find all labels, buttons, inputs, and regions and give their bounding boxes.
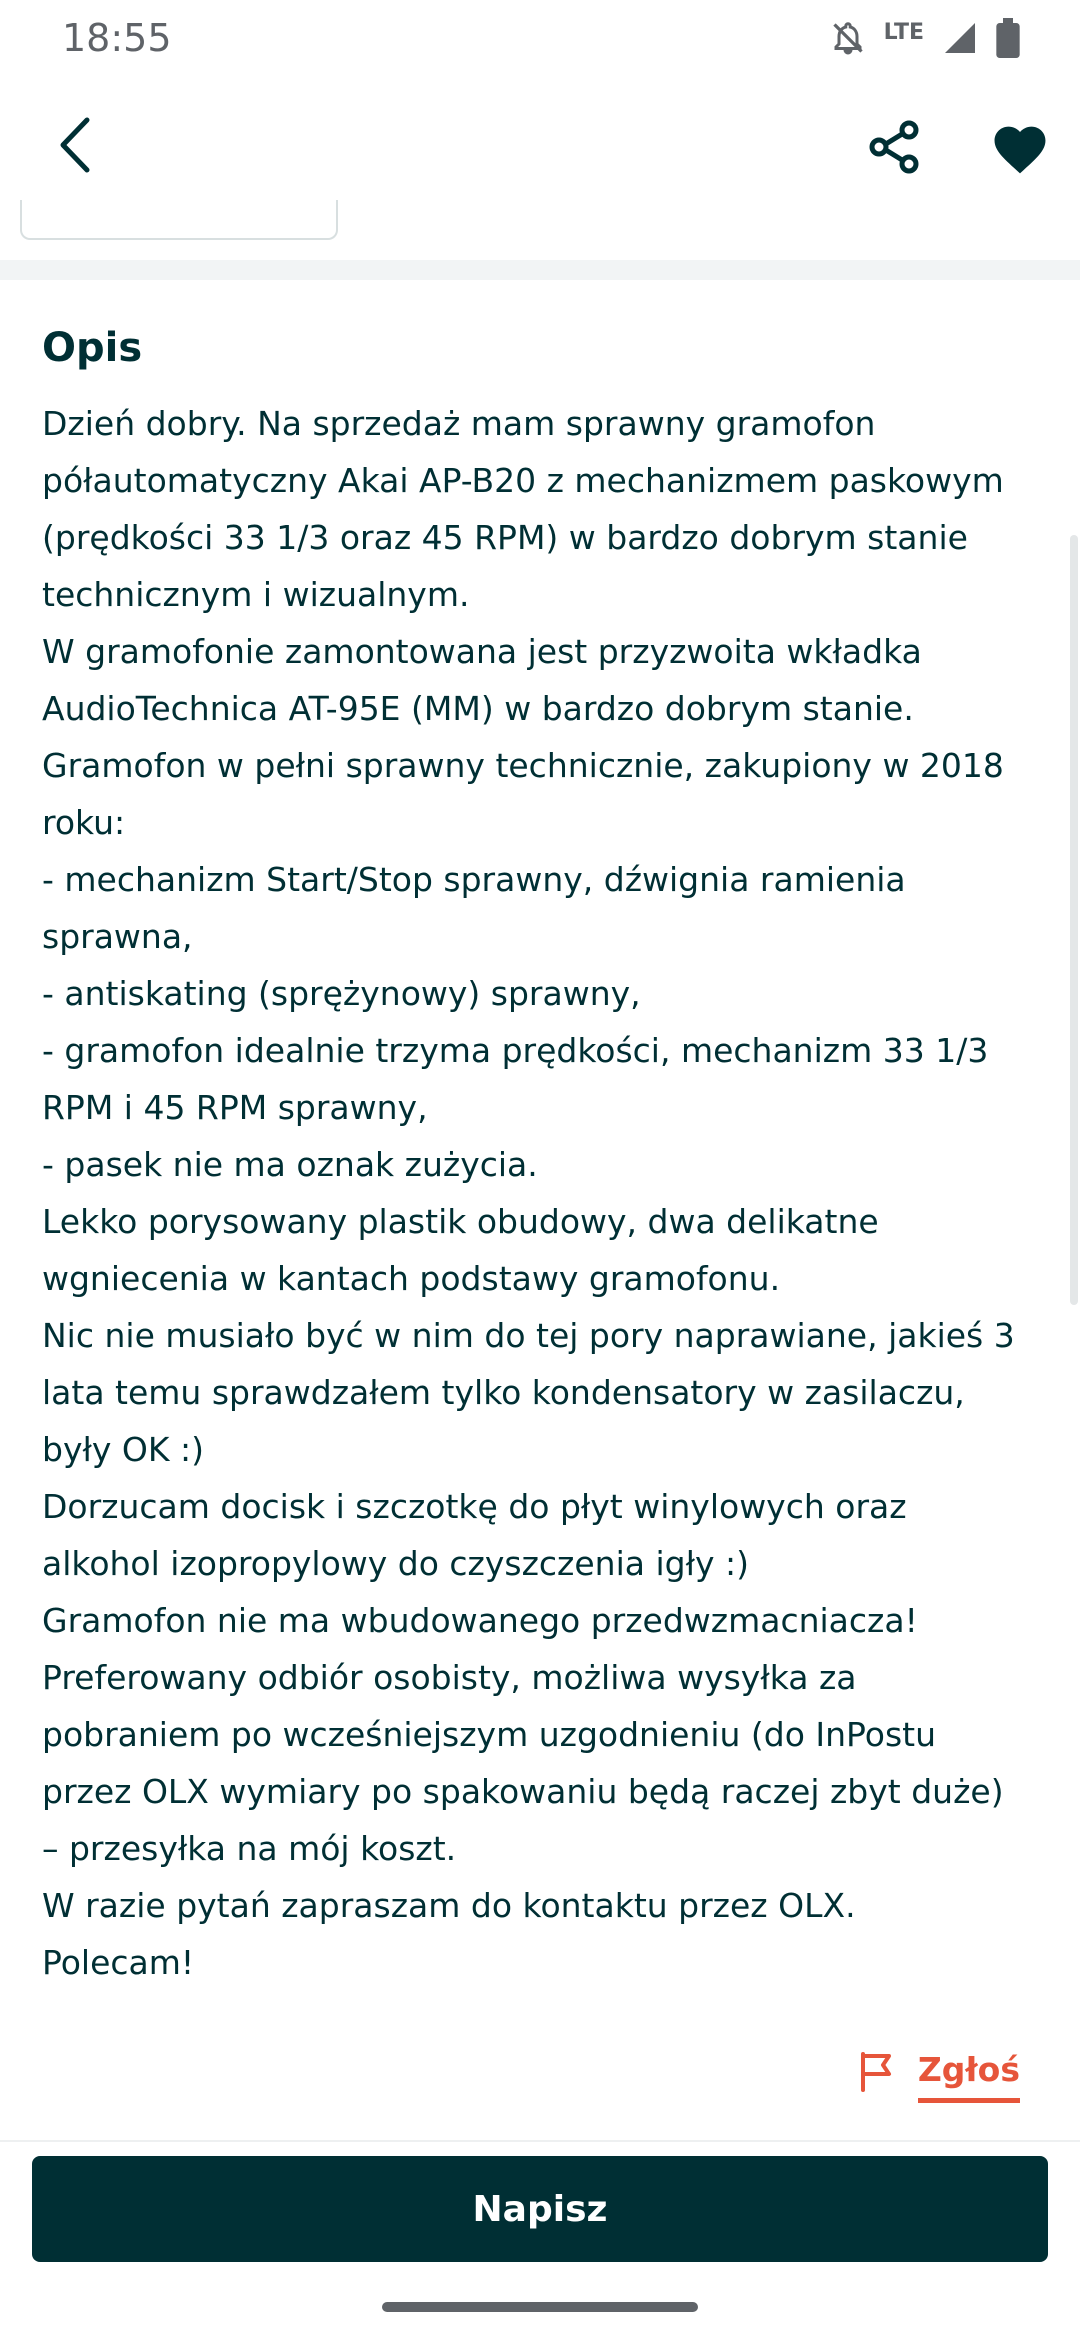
favorite-button[interactable] <box>982 112 1058 182</box>
bell-off-icon <box>830 20 866 60</box>
description-line: - gramofon idealnie trzyma prędkości, mechanizm 33 1/3 RPM i 45 RPM sprawny, <box>42 1031 989 1127</box>
status-icons <box>830 18 1020 62</box>
description-body <box>42 395 1027 1991</box>
share-button[interactable] <box>860 112 930 182</box>
share-icon <box>867 119 923 175</box>
status-network-label: LTE <box>883 19 924 45</box>
previous-section-card-edge <box>20 200 338 240</box>
description-line: - antiskating (sprężynowy) sprawny, <box>42 974 641 1013</box>
description-title: Opis <box>42 325 143 371</box>
description-line: Dzień dobry. Na sprzedaż mam sprawny gramofon półautomatyczny Akai AP-B20 z mechanizmem paskowym (prędkości 33 1/3 oraz 45 RPM) w bardzo dobrym stanie technicznym i wizualnym. <box>42 404 1004 614</box>
description-line: Polecam! <box>42 1943 195 1982</box>
battery-icon <box>996 18 1020 62</box>
report-link[interactable] <box>858 2050 1020 2103</box>
toolbar <box>0 90 1080 215</box>
description-line: Dorzucam docisk i szczotkę do płyt winylowych oraz alkohol izopropylowy do czyszczenia igły :) <box>42 1487 907 1583</box>
status-bar <box>0 0 1080 80</box>
description-line: Lekko porysowany plastik obudowy, dwa delikatne wgniecenia w kantach podstawy gramofonu. <box>42 1202 879 1298</box>
description-line: W gramofonie zamontowana jest przyzwoita wkładka AudioTechnica AT-95E (MM) w bardzo dobrym stanie. <box>42 632 922 728</box>
description-line: Gramofon w pełni sprawny technicznie, zakupiony w 2018 roku: <box>42 746 1004 842</box>
description-line: Preferowany odbiór osobisty, możliwa wysyłka za pobraniem po wcześniejszym uzgodnieniu (do InPostu przez OLX wymiary po spakowaniu będą raczej zbyt duże) – przesyłka na mój koszt. <box>42 1658 1004 1868</box>
description-line: - pasek nie ma oznak zużycia. <box>42 1145 538 1184</box>
heart-icon <box>989 119 1051 175</box>
status-time: 18:55 <box>62 16 172 60</box>
signal-icon <box>942 20 978 60</box>
back-button[interactable] <box>40 110 110 180</box>
report-label: Zgłoś <box>918 2050 1020 2103</box>
home-indicator[interactable] <box>382 2302 698 2312</box>
description-line: W razie pytań zapraszam do kontaktu przez OLX. <box>42 1886 856 1925</box>
back-icon <box>53 115 97 175</box>
description-line: Nic nie musiało być w nim do tej pory naprawiane, jakieś 3 lata temu sprawdzałem tylko kondensatory w zasilaczu, były OK :) <box>42 1316 1015 1469</box>
section-divider <box>0 260 1080 280</box>
description-line: - mechanizm Start/Stop sprawny, dźwignia ramienia sprawna, <box>42 860 906 956</box>
flag-icon <box>858 2050 894 2092</box>
description-line: Gramofon nie ma wbudowanego przedwzmacniacza! <box>42 1601 918 1640</box>
scrollbar[interactable] <box>1070 535 1078 1305</box>
write-message-button[interactable]: Napisz <box>32 2156 1048 2262</box>
